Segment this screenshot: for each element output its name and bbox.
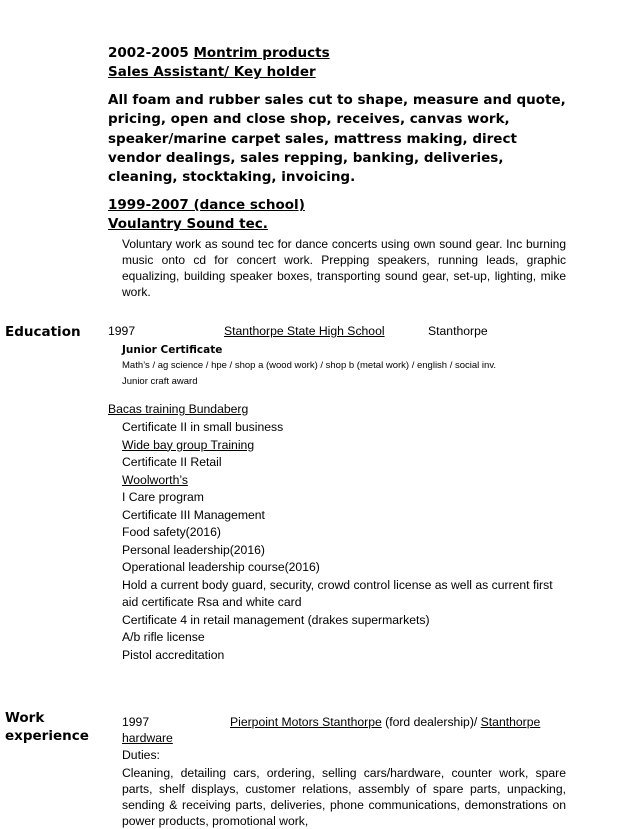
qualification-item: Food safety(2016)	[122, 525, 221, 539]
work-label-line2: experience	[5, 728, 89, 744]
qualification-item: Wide bay group Training	[122, 437, 255, 452]
qualification-item: Certificate II Retail	[122, 455, 222, 469]
qualification-item: Hold a current body guard, security, crowd control license as well as current first aid certificate Rsa and white card	[122, 577, 553, 609]
bacas-training: Bacas training Bundaberg	[108, 402, 249, 416]
work-label-line1: Work	[5, 710, 45, 726]
qualification-item: Operational leadership course(2016)	[122, 560, 320, 574]
dance-description: Voluntary work as sound tec for dance concerts using own sound gear. Inc burning music onto cd for concert work. Prepping speakers, running leads, graphic equalizing, building speaker boxes, transporting sound gear, set-up, lighting, mike work.	[122, 237, 566, 299]
education-town: Stanthorpe	[428, 324, 488, 338]
qualification-item: Certificate II in small business	[122, 420, 284, 434]
qualifications-list	[122, 419, 568, 664]
work-employer-note: (ford dealership)/	[381, 715, 481, 729]
education-school: Stanthorpe State High School	[224, 324, 385, 338]
montrim-company: Montrim products	[193, 45, 330, 61]
work-employer-hardware: hardware	[122, 731, 173, 745]
qualification-item: Certificate III Management	[122, 507, 265, 522]
montrim-heading	[108, 44, 330, 82]
duties-label: Duties:	[122, 748, 160, 762]
junior-subjects: Math’s / ag science / hpe / shop a (wood work) / shop b (metal work) / english / social inv.	[122, 360, 497, 371]
qualification-item: I Care program	[122, 490, 204, 504]
montrim-description: All foam and rubber sales cut to shape, measure and quote, pricing, open and close shop, receives, canvas work, speaker/marine carpet sales, mattress making, direct vendor dealings, sales repping, banking, deliveries, cleaning, stocktaking, invoicing.	[108, 92, 566, 186]
work-employer: Pierpoint Motors Stanthorpe	[230, 715, 382, 729]
qualification-item: Personal leadership(2016)	[122, 542, 265, 557]
qualification-item: Woolworth’s	[122, 472, 188, 487]
dance-years: 1999-2007 (dance school)	[108, 197, 305, 213]
work-experience-section-label	[5, 709, 89, 745]
work-year: 1997	[122, 715, 150, 729]
montrim-years: 2002-2005	[108, 45, 189, 61]
dance-heading	[108, 196, 305, 234]
education-section-label: Education	[5, 324, 81, 340]
education-year: 1997	[108, 324, 136, 338]
montrim-role: Sales Assistant/ Key holder	[108, 64, 316, 80]
work-employer-town: Stanthorpe	[480, 715, 541, 729]
qualification-item: Pistol accreditation	[122, 647, 225, 662]
work-employer-line	[230, 715, 566, 729]
qualification-item: Certificate 4 in retail management (drakes supermarkets)	[122, 612, 430, 627]
duties-description: Cleaning, detailing cars, ordering, selling cars/hardware, counter work, spare parts, shelf displays, customer relations, assembly of spare parts, unpacking, sending & receiving parts, deliveries, phone communications, demonstrations on power products, promotional work,	[122, 766, 566, 828]
junior-certificate: Junior Certificate	[122, 344, 223, 356]
dance-role: Voulantry Sound tec.	[108, 216, 268, 232]
junior-craft-award: Junior craft award	[122, 376, 198, 387]
qualification-item: A/b rifle license	[122, 630, 205, 644]
